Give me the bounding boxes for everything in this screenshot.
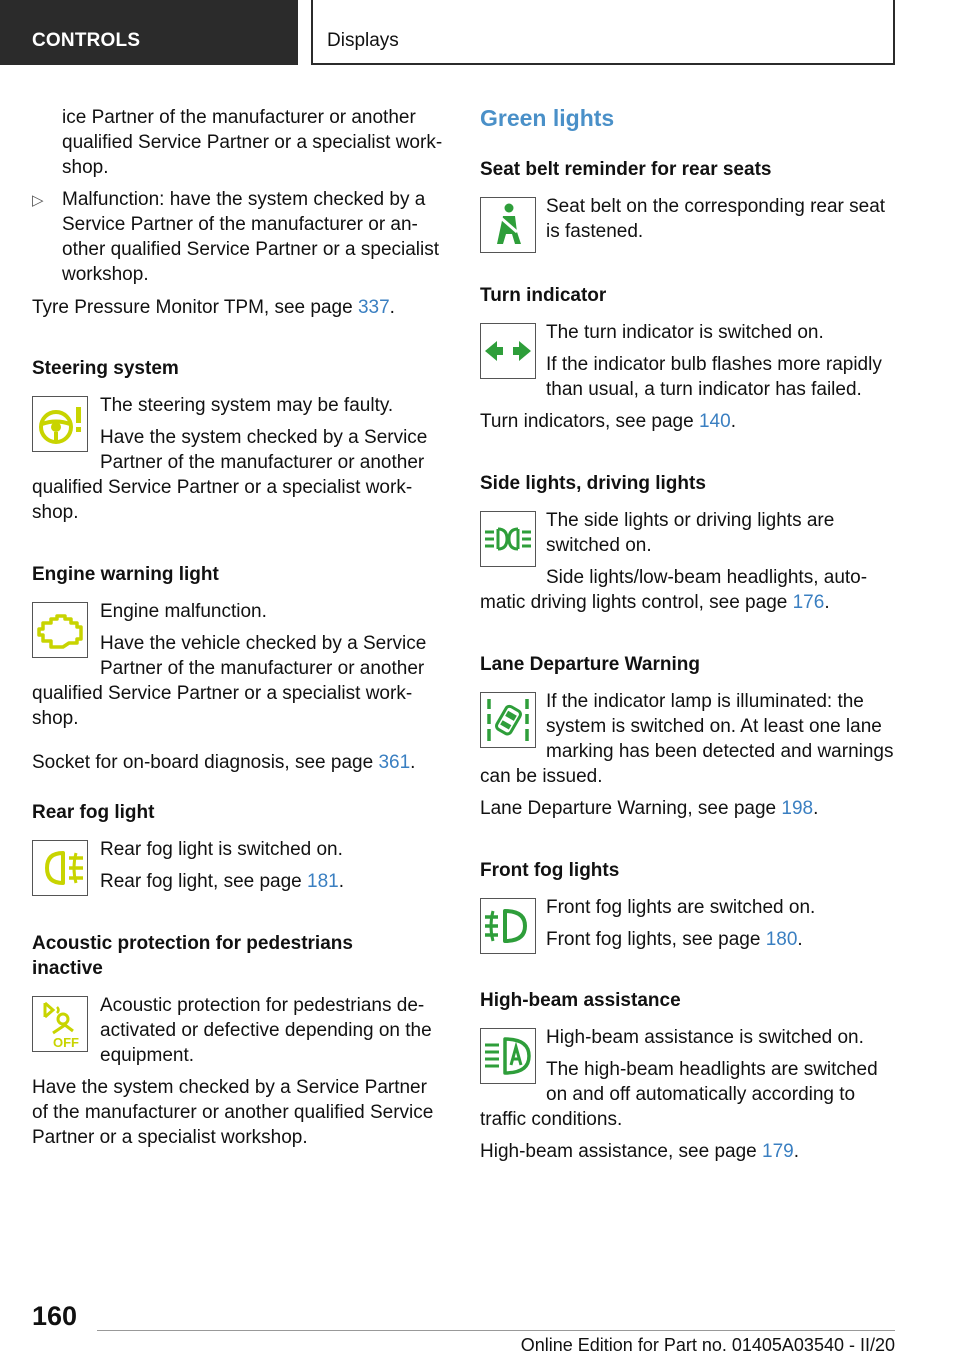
turn-reference: Turn indicators, see page 140. <box>480 411 736 432</box>
text-line: qualified Service Partner or a specialist work- <box>32 477 413 498</box>
page-link[interactable]: 361 <box>378 752 411 773</box>
highbeam-reference: High-beam assistance, see page 179. <box>480 1141 799 1162</box>
sidelights-reference: matic driving lights control, see page 176. <box>480 592 830 613</box>
text-line: Partner of the manufacturer or another <box>100 658 425 679</box>
section-heading: Side lights, driving lights <box>480 473 706 494</box>
lane-departure-icon <box>481 693 535 747</box>
text-line: equipment. <box>100 1045 195 1066</box>
text-line: Engine malfunction. <box>100 601 267 622</box>
text-line: Service Partner of the manufacturer or an- <box>62 214 418 235</box>
section-heading: Steering system <box>32 358 179 379</box>
footer-divider <box>97 1330 895 1331</box>
page-link[interactable]: 198 <box>781 798 814 819</box>
section-tab <box>0 0 298 65</box>
section-heading: Lane Departure Warning <box>480 654 700 675</box>
text-line: ice Partner of the manufacturer or another <box>62 107 416 128</box>
acoustic-protection-off-icon <box>33 997 87 1051</box>
section-heading: inactive <box>32 958 103 979</box>
text-line: shop. <box>62 157 109 178</box>
rearfog-reference: Rear fog light, see page 181. <box>100 871 345 892</box>
text-line: Have the vehicle checked by a Service <box>100 633 427 654</box>
seatbelt-icon <box>480 197 536 253</box>
text-line: Front fog lights are switched on. <box>546 897 816 918</box>
socket-reference: Socket for on-board diagnosis, see page 361. <box>32 752 416 773</box>
engine-warning-icon <box>33 603 87 657</box>
steering-warning-icon <box>32 396 88 452</box>
section-heading: High-beam assistance <box>480 990 681 1011</box>
engine-warning-icon <box>32 602 88 658</box>
page-link[interactable]: 181 <box>307 871 339 892</box>
side-lights-icon <box>480 511 536 567</box>
page-link[interactable]: 180 <box>765 929 798 950</box>
text-line: marking has been detected and warnings <box>546 741 894 762</box>
text-line: The turn indicator is switched on. <box>546 322 824 343</box>
section-title: CONTROLS <box>32 30 141 51</box>
edition-note: Online Edition for Part no. 01405A03540 - II/20 <box>520 1335 895 1355</box>
tpm-reference: Tyre Pressure Monitor TPM, see page 337. <box>32 297 395 318</box>
high-beam-assistant-icon <box>481 1029 535 1083</box>
front-fog-light-icon <box>481 899 535 953</box>
bullet-icon: ▷ <box>32 192 44 209</box>
text-line: is fastened. <box>546 221 644 242</box>
green-lights-heading: Green lights <box>480 105 615 131</box>
text-line: Seat belt on the corresponding rear seat <box>546 196 886 217</box>
turn-indicator-icon <box>480 323 536 379</box>
text-line: system is switched on. At least one lane <box>546 716 882 737</box>
text-line: workshop. <box>62 264 149 285</box>
high-beam-assistant-icon <box>480 1028 536 1084</box>
text-line: shop. <box>32 708 79 729</box>
section-heading: Rear fog light <box>32 802 155 823</box>
text-line: can be issued. <box>480 766 603 787</box>
turn-indicator-icon <box>481 324 535 378</box>
text-line: The high-beam headlights are switched <box>546 1059 878 1080</box>
text-line: Malfunction: have the system checked by a <box>62 189 426 210</box>
text-line: shop. <box>32 502 79 523</box>
text-line: The side lights or driving lights are <box>546 510 835 531</box>
seatbelt-icon <box>481 198 535 252</box>
rear-fog-light-icon <box>33 841 87 895</box>
side-lights-icon <box>481 512 535 566</box>
chapter-title: Displays <box>327 30 399 51</box>
text-line: traffic conditions. <box>480 1109 623 1130</box>
text-line: Have the system checked by a Service <box>100 427 428 448</box>
page-link[interactable]: 140 <box>698 411 731 432</box>
text-line: on and off automatically according to <box>546 1084 856 1105</box>
page-link[interactable]: 179 <box>762 1141 794 1162</box>
front-fog-light-icon <box>480 898 536 954</box>
text-line: Have the system checked by a Service Partner <box>32 1077 427 1098</box>
section-heading: Engine warning light <box>32 564 219 585</box>
steering-warning-icon <box>33 397 87 451</box>
text-line: If the indicator bulb flashes more rapidly <box>546 354 882 375</box>
lane-departure-icon <box>480 692 536 748</box>
text-line: other qualified Service Partner or a specialist <box>62 239 440 260</box>
text-line: Rear fog light is switched on. <box>100 839 343 860</box>
text-line: High-beam assistance is switched on. <box>546 1027 864 1048</box>
text-line: The steering system may be faulty. <box>100 395 394 416</box>
text-line: activated or defective depending on the <box>100 1020 432 1041</box>
section-heading: Front fog lights <box>480 860 620 881</box>
svg-text:OFF: OFF <box>53 1035 79 1050</box>
text-line: qualified Service Partner or a specialist work- <box>32 683 413 704</box>
text-line: than usual, a turn indicator has failed. <box>546 379 862 400</box>
rear-fog-light-icon <box>32 840 88 896</box>
text-line: of the manufacturer or another qualified Service <box>32 1102 434 1123</box>
text-line: Partner or a specialist workshop. <box>32 1127 308 1148</box>
section-heading: Turn indicator <box>480 285 607 306</box>
section-heading: Acoustic protection for pedestrians <box>32 933 353 954</box>
text-line: Partner of the manufacturer or another <box>100 452 425 473</box>
frontfog-reference: Front fog lights, see page 180. <box>546 929 803 950</box>
text-line: Acoustic protection for pedestrians de- <box>100 995 425 1016</box>
lane-reference: Lane Departure Warning, see page 198. <box>480 798 819 819</box>
acoustic-protection-off-icon <box>32 996 88 1052</box>
text-line: switched on. <box>546 535 652 556</box>
text-line: Side lights/low-beam headlights, auto- <box>546 567 868 588</box>
page-link[interactable]: 176 <box>792 592 825 613</box>
text-line: If the indicator lamp is illuminated: the <box>546 691 864 712</box>
page-number: 160 <box>32 1301 78 1331</box>
text-line: qualified Service Partner or a specialist work- <box>62 132 443 153</box>
page-link[interactable]: 337 <box>357 297 390 318</box>
chapter-tab <box>311 0 895 65</box>
section-heading: Seat belt reminder for rear seats <box>480 159 772 180</box>
